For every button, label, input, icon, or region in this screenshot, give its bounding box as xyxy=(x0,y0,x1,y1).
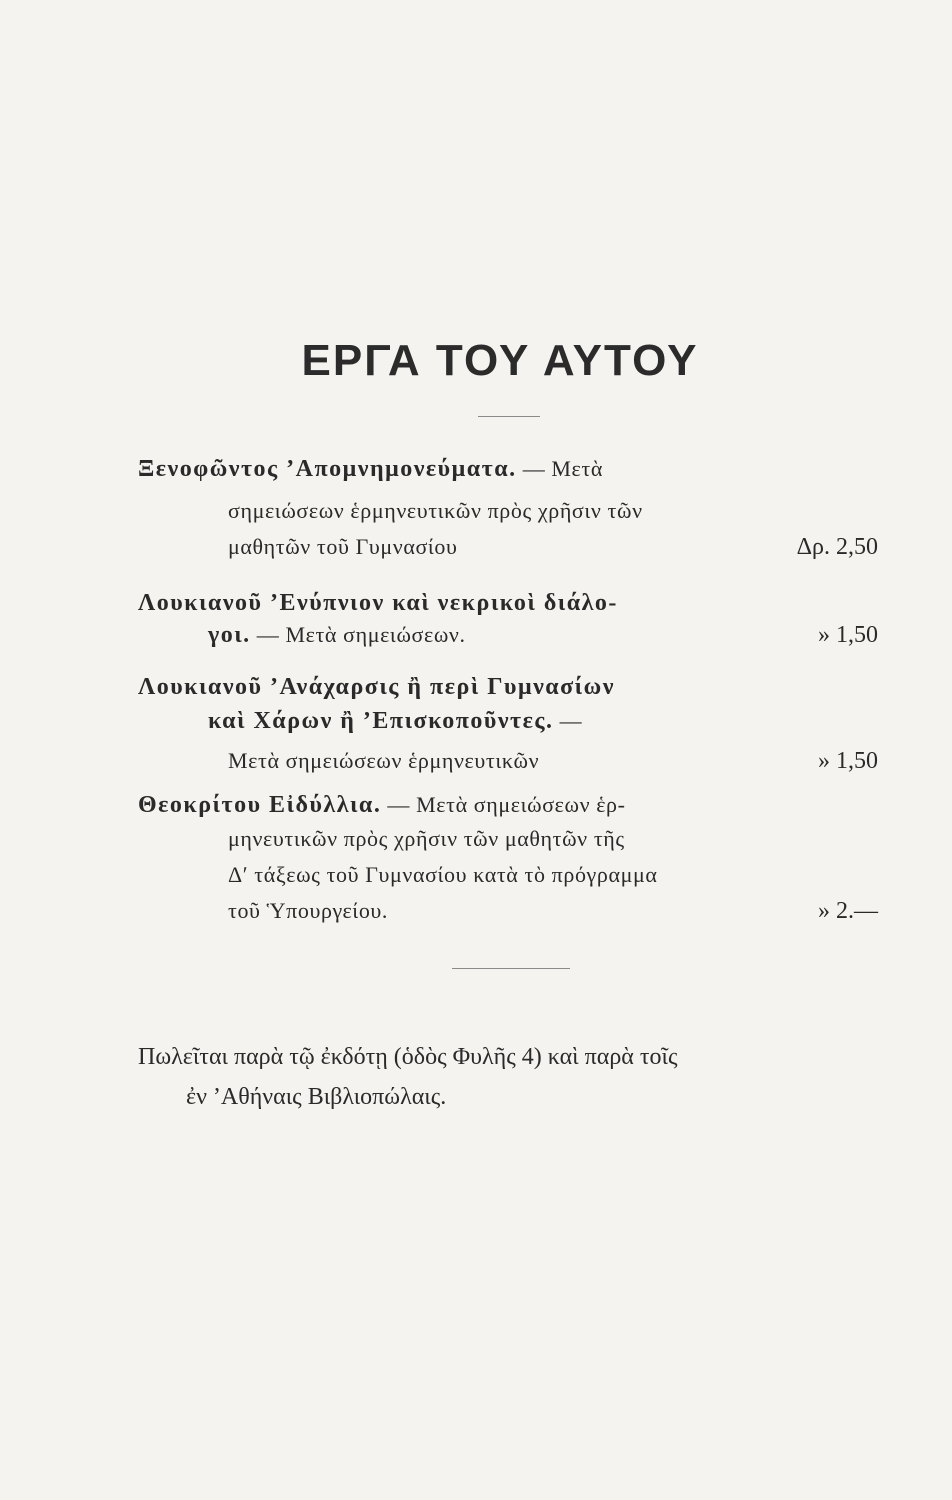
entry-4-line-3 xyxy=(228,858,952,892)
entry-3-line-2 xyxy=(208,704,948,738)
entry-text: Δʹ τάξεως τοῦ Γυμνασίου κατὰ τὸ πρόγραμμα xyxy=(228,862,658,887)
entry-3-line-1 xyxy=(138,670,878,704)
divider-rule-top xyxy=(478,416,540,417)
entry-price: » 1,50 xyxy=(818,622,878,648)
entry-title: Λουκιανοῦ ʼΕνύπνιον καὶ νεκρικοὶ διάλο- xyxy=(138,590,618,616)
entry-text: — xyxy=(553,708,583,733)
entry-4-line-1 xyxy=(138,788,878,822)
entry-1-line-1 xyxy=(138,452,878,486)
entry-price: » 1,50 xyxy=(818,748,878,774)
entry-title: Θεοκρίτου Εἰδύλλια. xyxy=(138,792,382,818)
entry-text: — Μετὰ xyxy=(516,456,603,481)
entry-text: — Μετὰ σημειώσεων. xyxy=(250,622,466,647)
entry-title: Ξενοφῶντος ʼΑπομνημονεύματα. xyxy=(138,456,517,482)
page-heading: ΕΡΓΑ ΤΟΥ ΑΥΤΟΥ xyxy=(301,336,699,385)
entry-1-line-3 xyxy=(228,530,878,564)
entry-2-line-2 xyxy=(208,618,878,652)
entry-text: Μετὰ σημειώσεων ἑρμηνευτικῶν xyxy=(228,748,540,773)
entry-price: » 2.— xyxy=(818,898,878,924)
footer-line-2: ἐν ʼΑθήναις Βιβλιοπώλαις. xyxy=(186,1084,447,1110)
entry-text: τοῦ Ὑπουργείου. xyxy=(228,898,389,923)
entry-text: σημειώσεων ἑρμηνευτικῶν πρὸς χρῆσιν τῶν xyxy=(228,498,643,523)
entry-2-line-1 xyxy=(138,586,878,620)
entry-title: γοι. xyxy=(208,622,251,648)
entry-price: Δρ. 2,50 xyxy=(796,534,878,560)
entry-title: καὶ Χάρων ἢ ʼΕπισκοποῦντες. xyxy=(208,708,554,734)
entry-text: μηνευτικῶν πρὸς χρῆσιν τῶν μαθητῶν τῆς xyxy=(228,826,625,851)
entry-text: μαθητῶν τοῦ Γυμνασίου xyxy=(228,534,458,559)
entry-1-line-2 xyxy=(228,494,952,528)
entry-title: Λουκιανοῦ ʼΑνάχαρσις ἢ περὶ Γυμνασίων xyxy=(138,674,615,700)
entry-4-line-2 xyxy=(228,822,952,856)
footer-line-1: Πωλεῖται παρὰ τῷ ἐκδότῃ (ὁδὸς Φυλῆς 4) καὶ παρὰ τοῖς xyxy=(138,1044,678,1070)
entry-text: — Μετὰ σημειώσεων ἑρ- xyxy=(381,792,626,817)
entry-3-line-3 xyxy=(228,744,878,778)
entry-4-line-4 xyxy=(228,894,878,928)
divider-rule-bottom xyxy=(452,968,570,969)
